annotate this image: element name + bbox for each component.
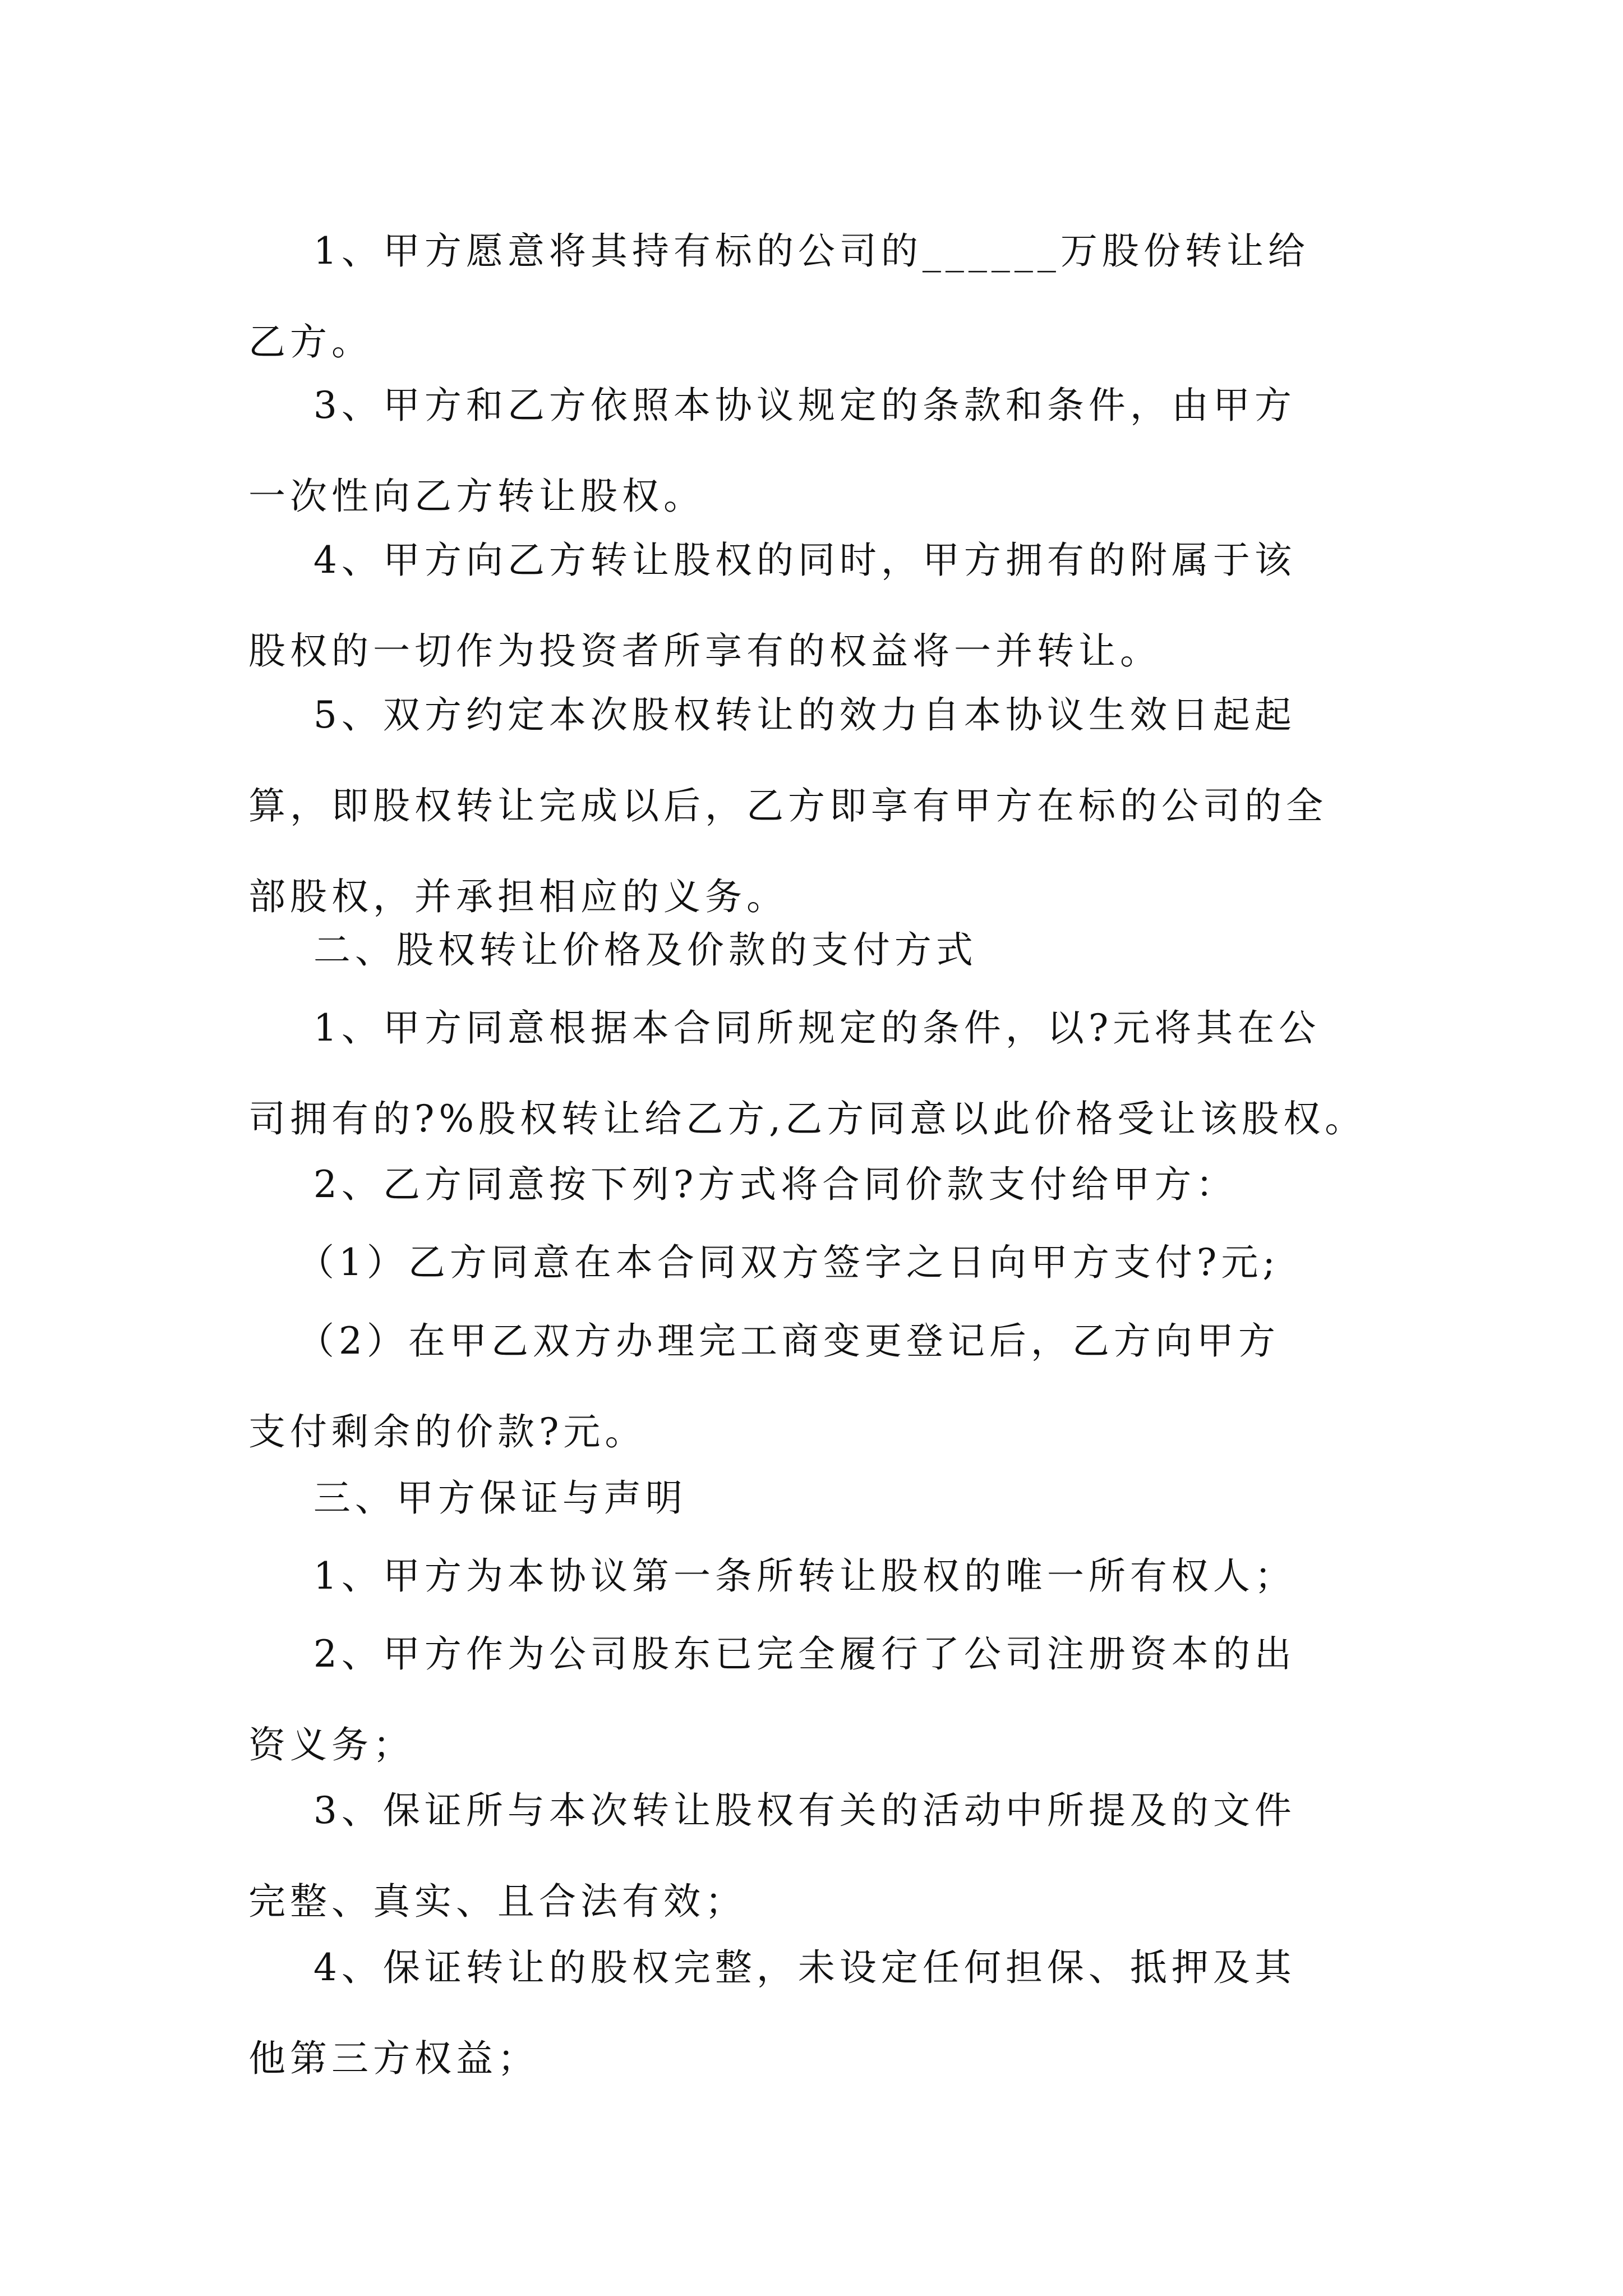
clause-5-effective-date: 5、双方约定本次股权转让的效力自本协议生效日起起 算，即股权转让完成以后，乙方即享有甲方在标的公司的全 部股权，并承担相应的义务。 xyxy=(248,693,1327,918)
section-3-clause-4: 4、保证转让的股权完整，未设定任何担保、抵押及其 他第三方权益； xyxy=(248,1946,1296,2080)
clause-4-rights-transfer: 4、甲方向乙方转让股权的同时，甲方拥有的附属于该 股权的一切作为投资者所享有的权益将一并转让。 xyxy=(248,539,1296,673)
clause-3-transfer-terms: 3、甲方和乙方依照本协议规定的条款和条件，由甲方 一次性向乙方转让股权。 xyxy=(248,384,1296,518)
section-3-heading: 三、甲方保证与声明 xyxy=(248,1476,687,1520)
section-3-clause-3: 3、保证所与本次转让股权有关的活动中所提及的文件 完整、真实、且合法有效； xyxy=(248,1789,1296,1923)
section-3-clause-1: 1、甲方为本协议第一条所转让股权的唯一所有权人； xyxy=(248,1554,1296,1598)
clause-1-share-transfer: 1、甲方愿意将其持有标的公司的______万股份转让给 乙方。 xyxy=(248,229,1310,364)
section-3-clause-2: 2、甲方作为公司股东已完全履行了公司注册资本的出 资义务； xyxy=(248,1632,1296,1766)
section-2-clause-1: 1、甲方同意根据本合同所规定的条件，以?元将其在公 司拥有的?%股权转让给乙方,乙方同意以此价格受让该股权。 xyxy=(248,1006,1367,1140)
section-2-clause-2: 2、乙方同意按下列?方式将合同价款支付给甲方： xyxy=(248,1163,1238,1206)
payment-item-1: （1）乙方同意在本合同双方签字之日向甲方支付?元; xyxy=(248,1241,1280,1284)
section-2-heading: 二、股权转让价格及价款的支付方式 xyxy=(248,928,978,972)
payment-item-2: （2）在甲乙双方办理完工商变更登记后，乙方向甲方 支付剩余的价款?元。 xyxy=(248,1319,1280,1453)
